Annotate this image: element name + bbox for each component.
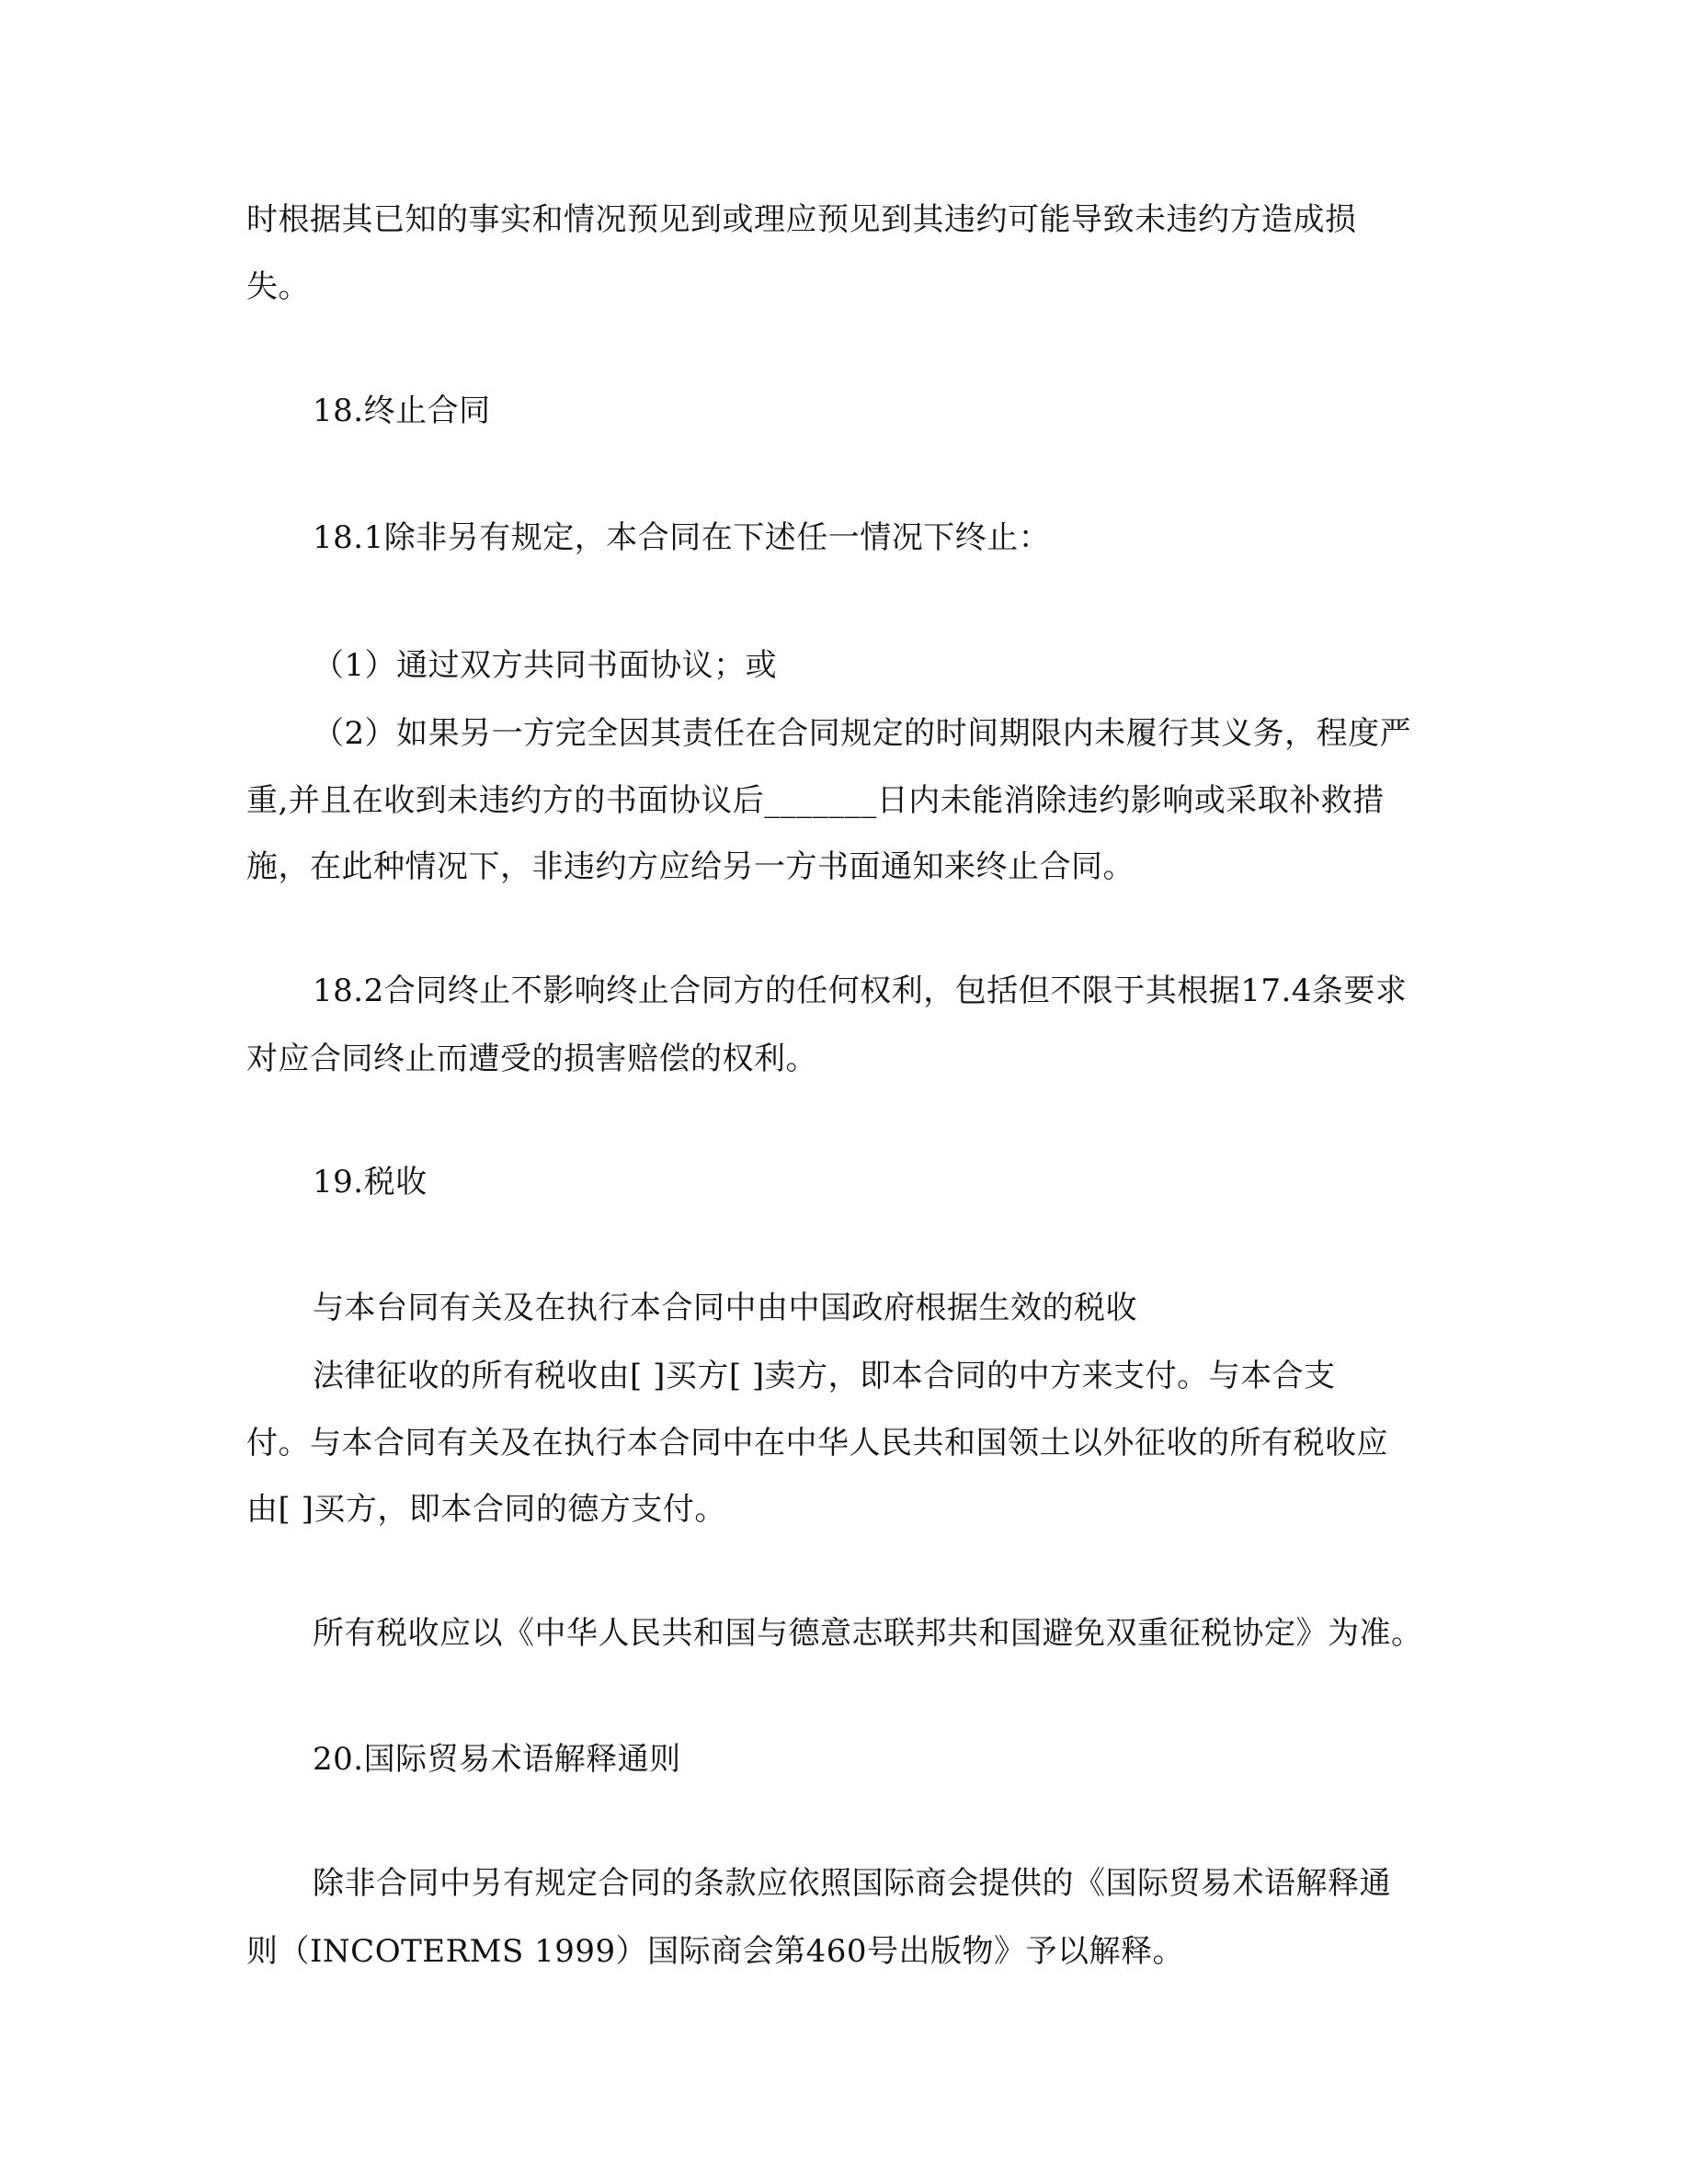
- clause-19-line-1: 与本台同有关及在执行本合同中由中国政府根据生效的税收: [313, 1290, 1137, 1326]
- clause-18-1: 18.1除非另有规定，本合同在下述任一情况下终止：: [313, 519, 1051, 556]
- clause-19-line-4: 由[ ]买方，即本合同的德方支付。: [246, 1491, 726, 1528]
- section-heading-19: 19.税收: [313, 1164, 428, 1200]
- clause-18-1-item-2-line-2: 重,并且在收到未违约方的书面协议后_______日内未能消除违约影响或采取补救措: [246, 782, 1385, 819]
- clause-19-line-2: 法律征收的所有税收由[ ]买方[ ]卖方，即本合同的中方来支付。与本合支: [313, 1358, 1336, 1394]
- clause-18-2-line-2: 对应合同终止而遭受的损害赔偿的权利。: [246, 1041, 817, 1077]
- text-line-1: 时根据其已知的事实和情况预见到或理应预见到其违约可能导致未违约方造成损: [246, 201, 1357, 238]
- clause-19-line-3: 付。与本合同有关及在执行本合同中在中华人民共和国领土以外征收的所有税收应: [246, 1425, 1388, 1462]
- section-heading-20: 20.国际贸易术语解释通则: [313, 1741, 681, 1778]
- clause-18-1-item-2-line-1: （2）如果另一方完全因其责任在合同规定的时间期限内未履行其义务，程度严: [313, 715, 1412, 752]
- clause-20-line-2: 则（INCOTERMS 1999）国际商会第460号出版物》予以解释。: [246, 1933, 1185, 1970]
- clause-18-1-item-1: （1）通过双方共同书面协议；或: [313, 647, 778, 684]
- clause-18-1-item-2-line-3: 施，在此种情况下，非违约方应给另一方书面通知来终止合同。: [246, 848, 1135, 885]
- section-heading-18: 18.终止合同: [313, 392, 491, 429]
- clause-18-2-line-1: 18.2合同终止不影响终止合同方的任何权利，包括但不限于其根据17.4条要求: [313, 973, 1408, 1009]
- clause-20-line-1: 除非合同中另有规定合同的条款应依照国际商会提供的《国际贸易术语解释通: [313, 1865, 1391, 1902]
- text-line-2: 失。: [246, 268, 310, 305]
- clause-19-line-5: 所有税收应以《中华人民共和国与德意志联邦共和国避免双重征税协定》为准。: [313, 1615, 1423, 1652]
